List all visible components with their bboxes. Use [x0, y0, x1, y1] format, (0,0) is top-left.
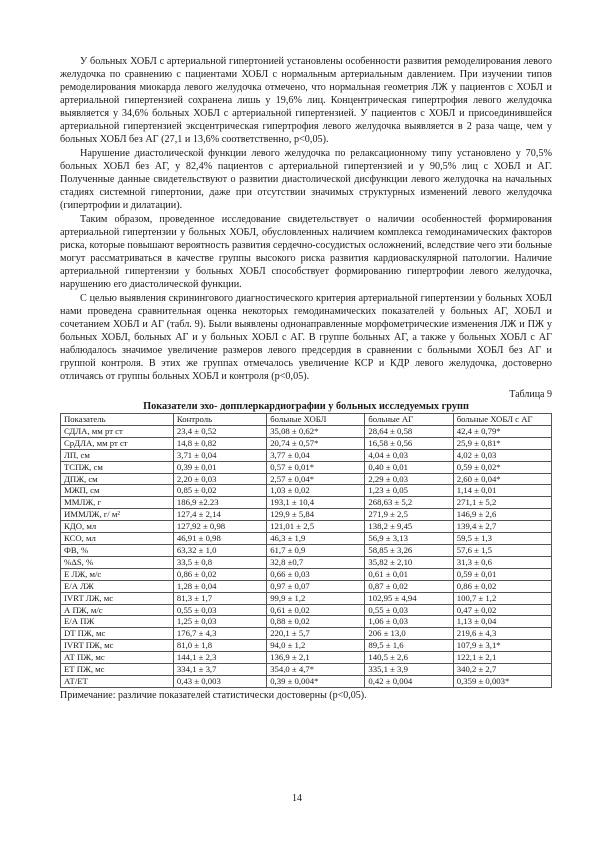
table-row — [61, 544, 552, 556]
value-cell: 0,87 ± 0,02 — [365, 580, 453, 592]
table-row — [61, 652, 552, 664]
value-cell: 219,6 ± 4,3 — [453, 628, 551, 640]
value-cell: 0,43 ± 0,003 — [173, 675, 266, 687]
value-cell: 25,9 ± 0,81* — [453, 437, 551, 449]
value-cell: 0,61 ± 0,02 — [267, 604, 365, 616]
value-cell: 271,1 ± 5,2 — [453, 497, 551, 509]
header-cell: больные ХОБЛ с АГ — [453, 414, 551, 426]
value-cell: 122,1 ± 2,1 — [453, 652, 551, 664]
value-cell: 0,359 ± 0,003* — [453, 675, 551, 687]
value-cell: 32,8 ±0,7 — [267, 556, 365, 568]
value-cell: 136,9 ± 2,1 — [267, 652, 365, 664]
table-row — [61, 521, 552, 533]
value-cell: 89,5 ± 1,6 — [365, 640, 453, 652]
table-row — [61, 485, 552, 497]
value-cell: 129,9 ± 5,84 — [267, 509, 365, 521]
row-label-cell: АТ ПЖ, мс — [61, 652, 174, 664]
table-row — [61, 580, 552, 592]
header-cell: Контроль — [173, 414, 266, 426]
value-cell: 176,7 ± 4,3 — [173, 628, 266, 640]
value-cell: 2,20 ± 0,03 — [173, 473, 266, 485]
table-row — [61, 592, 552, 604]
value-cell: 33,5 ± 0,8 — [173, 556, 266, 568]
value-cell: 16,58 ± 0,56 — [365, 437, 453, 449]
value-cell: 31,3 ± 0,6 — [453, 556, 551, 568]
value-cell: 2,57 ± 0,04* — [267, 473, 365, 485]
value-cell: 35,82 ± 2,10 — [365, 556, 453, 568]
table-row — [61, 425, 552, 437]
value-cell: 81,0 ± 1,8 — [173, 640, 266, 652]
row-label-cell: Е ЛЖ, м/с — [61, 568, 174, 580]
value-cell: 139,4 ± 2,7 — [453, 521, 551, 533]
value-cell: 138,2 ± 9,45 — [365, 521, 453, 533]
value-cell: 2,29 ± 0,03 — [365, 473, 453, 485]
table-title: Показатели эхо- допплеркардиографии у больных исследуемых групп — [143, 401, 469, 412]
table-row — [61, 604, 552, 616]
paragraph: С целью выявления скринингового диагностического критерия артериальной гипертензии у больных ХОБЛ нами проведена сравнительная оценка некоторых гемодинамических показателей у больных АГ, ХОБЛ и сочетанием ХОБЛ и АГ (табл. 9). Были выявлены однонаправленные морфометрические изменения ЛЖ и ПЖ у больных ХОБЛ, больных АГ и у больных ХОБЛ с АГ. В группе больных АГ, а также у больных ХОБЛ с АГ наблюдалось значимое увеличение размеров левого предсердия в сравнении с больными ХОБЛ без АГ и группой контроля. В этих же группах отмечалось увеличение КСР и КДР левого желудочка, достоверно отличаясь от группы больных ХОБЛ и контроля (р<0,05). — [60, 293, 552, 382]
header-cell: больные ХОБЛ — [267, 414, 365, 426]
row-label-cell: А ПЖ, м/с — [61, 604, 174, 616]
table-row — [61, 449, 552, 461]
value-cell: 127,92 ± 0,98 — [173, 521, 266, 533]
value-cell: 14,8 ± 0,82 — [173, 437, 266, 449]
value-cell: 81,3 ± 1,7 — [173, 592, 266, 604]
table-caption: Таблица 9 — [509, 389, 552, 400]
value-cell: 0,55 ± 0,03 — [173, 604, 266, 616]
value-cell: 46,91 ± 0,98 — [173, 533, 266, 545]
table-row — [61, 568, 552, 580]
header-cell: Показатель — [61, 414, 174, 426]
value-cell: 99,9 ± 1,2 — [267, 592, 365, 604]
value-cell: 0,85 ± 0,02 — [173, 485, 266, 497]
value-cell: 340,2 ± 2,7 — [453, 664, 551, 676]
row-label-cell: DT ПЖ, мс — [61, 628, 174, 640]
value-cell: 335,1 ± 3,9 — [365, 664, 453, 676]
table-row — [61, 437, 552, 449]
value-cell: 1,03 ± 0,02 — [267, 485, 365, 497]
row-label-cell: IVRT ПЖ, мс — [61, 640, 174, 652]
value-cell: 1,23 ± 0,05 — [365, 485, 453, 497]
text-block — [60, 55, 552, 701]
value-cell: 0,47 ± 0,02 — [453, 604, 551, 616]
value-cell: 334,1 ± 3,7 — [173, 664, 266, 676]
value-cell: 0,86 ± 0,02 — [453, 580, 551, 592]
value-cell: 20,74 ± 0,57* — [267, 437, 365, 449]
value-cell: 42,4 ± 0,79* — [453, 425, 551, 437]
value-cell: 58,85 ± 3,26 — [365, 544, 453, 556]
value-cell: 0,40 ± 0,01 — [365, 461, 453, 473]
paragraph: Таким образом, проведенное исследование свидетельствует о наличии особенностей формирования артериальной гипертензии у больных ХОБЛ, обусловленных наличием комплекса гемодинамических факторов риска, которые повышают вероятность развития сердечно-сосудистых осложнений, вследствие чего эти больные могут рассматриваться в качестве группы высокого риска развития кардиоваскулярной патологии. Наличие артериальной гипертензии у больных ХОБЛ способствует формированию гипертрофии левого желудочка, нарушению его диастолической функции. — [60, 214, 552, 290]
value-cell: 1,28 ± 0,04 — [173, 580, 266, 592]
paragraph: У больных ХОБЛ с артериальной гипертонией установлены особенности развития ремоделирования левого желудочка по сравнению с пациентами ХОБЛ с нормальным артериальным давлением. При изучении типов ремоделирования миокарда левого желудочка отмечено, что нормальная геометрия ЛЖ у пациентов с ХОБЛ и артериальной гипертензией сохранена лишь у 19,6% лиц. Концентрическая гипертрофия левого желудочка выявляется у 34,6% больных ХОБЛ с артериальной гипертензией. У пациентов с ХОБЛ и присоединившейся артериальной гипертензией эксцентрическая гипертрофия левого желудочка выявляется в 2 раза чаще, чем у больных ХОБЛ без АГ (27,1 и 13,6% соответственно, р<0,05). — [60, 56, 552, 145]
row-label-cell: Е/А ПЖ — [61, 616, 174, 628]
value-cell: 0,57 ± 0,01* — [267, 461, 365, 473]
echo-table — [60, 413, 552, 688]
header-cell: больные АГ — [365, 414, 453, 426]
value-cell: 0,88 ± 0,02 — [267, 616, 365, 628]
table-row — [61, 461, 552, 473]
table-row — [61, 509, 552, 521]
value-cell: 140,5 ± 2,6 — [365, 652, 453, 664]
table-row — [61, 473, 552, 485]
value-cell: 268,63 ± 5,2 — [365, 497, 453, 509]
table-header-row — [61, 414, 552, 426]
value-cell: 193,1 ± 10,4 — [267, 497, 365, 509]
row-label-cell: АТ/ЕТ — [61, 675, 174, 687]
value-cell: 0,59 ± 0,02* — [453, 461, 551, 473]
value-cell: 2,60 ± 0,04* — [453, 473, 551, 485]
value-cell: 121,01 ± 2,5 — [267, 521, 365, 533]
row-label-cell: IVRT ЛЖ, мс — [61, 592, 174, 604]
value-cell: 63,32 ± 1,0 — [173, 544, 266, 556]
value-cell: 57,6 ± 1,5 — [453, 544, 551, 556]
table-row — [61, 556, 552, 568]
value-cell: 28,64 ± 0,58 — [365, 425, 453, 437]
row-label-cell: ИММЛЖ, г/ м² — [61, 509, 174, 521]
value-cell: 354,0 ± 4,7* — [267, 664, 365, 676]
value-cell: 127,4 ± 2,14 — [173, 509, 266, 521]
row-label-cell: ФВ, % — [61, 544, 174, 556]
value-cell: 0,97 ± 0,07 — [267, 580, 365, 592]
table-row — [61, 616, 552, 628]
value-cell: 0,55 ± 0,03 — [365, 604, 453, 616]
value-cell: 220,1 ± 5,7 — [267, 628, 365, 640]
value-cell: 0,66 ± 0,03 — [267, 568, 365, 580]
table-row — [61, 664, 552, 676]
value-cell: 59,5 ± 1,3 — [453, 533, 551, 545]
value-cell: 0,61 ± 0,01 — [365, 568, 453, 580]
value-cell: 0,42 ± 0,004 — [365, 675, 453, 687]
table-row — [61, 640, 552, 652]
value-cell: 102,95 ± 4,94 — [365, 592, 453, 604]
table-row — [61, 533, 552, 545]
table-row — [61, 628, 552, 640]
row-label-cell: %ΔS, % — [61, 556, 174, 568]
value-cell: 1,14 ± 0,01 — [453, 485, 551, 497]
value-cell: 61,7 ± 0,9 — [267, 544, 365, 556]
page-number: 14 — [292, 793, 302, 804]
row-label-cell: ДПЖ, см — [61, 473, 174, 485]
value-cell: 206 ± 13,0 — [365, 628, 453, 640]
value-cell: 107,9 ± 3,1* — [453, 640, 551, 652]
row-label-cell: Е/А ЛЖ — [61, 580, 174, 592]
table-row — [61, 497, 552, 509]
value-cell: 271,9 ± 2,5 — [365, 509, 453, 521]
value-cell: 100,7 ± 1,2 — [453, 592, 551, 604]
value-cell: 186,9 ±2.23 — [173, 497, 266, 509]
paragraph: Нарушение диастолической функции левого желудочка по релаксационному типу установлено у 70,5% больных ХОБЛ без АГ, у 82,4% пациентов с артериальной гипертензией и у 90,5% лиц с ХОБЛ и АГ. Полученные данные свидетельствуют о развитии диастолической дисфункции левого желудочка на начальных стадиях системной гипертонии, даже при отсутствии значимых структурных изменений левого желудочка (гипертрофии и дилатации). — [60, 148, 552, 211]
row-label-cell: ММЛЖ, г — [61, 497, 174, 509]
table-note: Примечание: различие показателей статистически достоверны (р<0,05). — [60, 689, 367, 701]
row-label-cell: ЕТ ПЖ, мс — [61, 664, 174, 676]
value-cell: 94,0 ± 1,2 — [267, 640, 365, 652]
value-cell: 56,9 ± 3,13 — [365, 533, 453, 545]
value-cell: 46,3 ± 1,9 — [267, 533, 365, 545]
value-cell: 146,9 ± 2,6 — [453, 509, 551, 521]
row-label-cell: МЖП, см — [61, 485, 174, 497]
value-cell: 35,08 ± 0,62* — [267, 425, 365, 437]
table-row — [61, 675, 552, 687]
value-cell: 0,86 ± 0,02 — [173, 568, 266, 580]
row-label-cell: ТСПЖ, см — [61, 461, 174, 473]
value-cell: 0,39 ± 0,004* — [267, 675, 365, 687]
value-cell: 23,4 ± 0,52 — [173, 425, 266, 437]
value-cell: 0,59 ± 0,01 — [453, 568, 551, 580]
value-cell: 1,25 ± 0,03 — [173, 616, 266, 628]
value-cell: 3,77 ± 0,04 — [267, 449, 365, 461]
value-cell: 3,71 ± 0,04 — [173, 449, 266, 461]
value-cell: 144,1 ± 2,3 — [173, 652, 266, 664]
row-label-cell: СДЛА, мм рт ст — [61, 425, 174, 437]
row-label-cell: КСО, мл — [61, 533, 174, 545]
row-label-cell: КДО, мл — [61, 521, 174, 533]
row-label-cell: СрДЛА, мм рт ст — [61, 437, 174, 449]
value-cell: 0,39 ± 0,01 — [173, 461, 266, 473]
value-cell: 4,04 ± 0,03 — [365, 449, 453, 461]
table-body — [61, 425, 552, 687]
row-label-cell: ЛП, см — [61, 449, 174, 461]
value-cell: 1,06 ± 0,03 — [365, 616, 453, 628]
value-cell: 4,02 ± 0,03 — [453, 449, 551, 461]
value-cell: 1,13 ± 0,04 — [453, 616, 551, 628]
